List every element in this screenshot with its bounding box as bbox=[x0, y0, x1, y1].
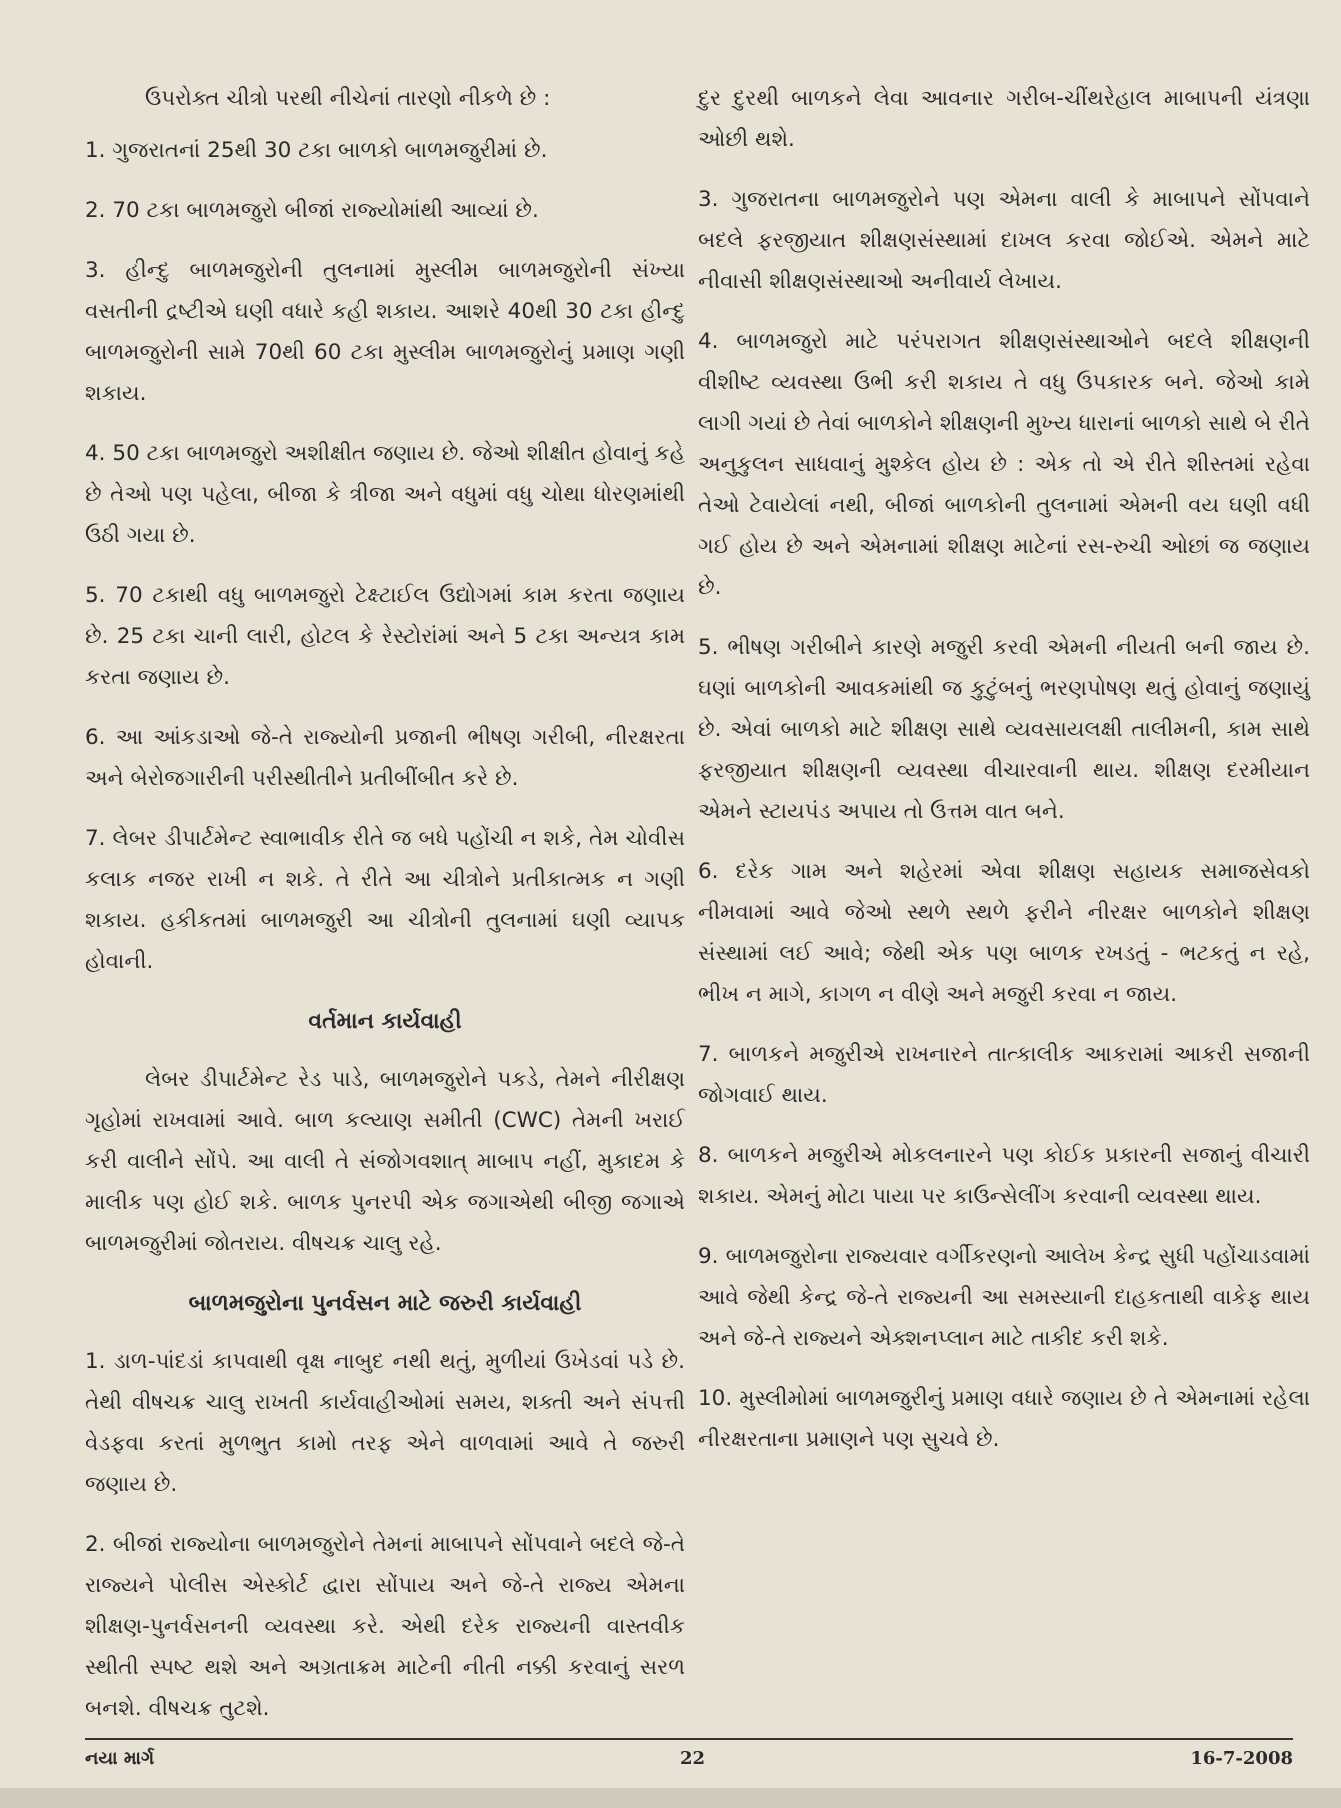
right-column bbox=[698, 78, 1310, 1479]
rehab-item: 5. ભીષણ ગરીબીને કારણે મજુરી કરવી એમની નીયતી બની જાય છે. ઘણાં બાળકોની આવકમાંથી જ કુટુંબનું ભરણપોષણ થતું હોવાનું જણાયું છે. એવાં બાળકો માટે શીક્ષણ સાથે વ્યવસાયલક્ષી તાલીમની, કામ સાથે ફરજીયાત શીક્ષણની વ્યવસ્થા વીચારવાની થાય. શીક્ષણ દરમીયાન એમને સ્ટાયપંડ અપાય તો ઉત્તમ વાત બને. bbox=[698, 635, 1310, 824]
finding-item: 4. 50 ટકા બાળમજુરો અશીક્ષીત જણાય છે. જેઓ શીક્ષીત હોવાનું કહે છે તેઓ પણ પહેલા, બીજા કે ત્રીજા અને વધુમાં વધુ ચોથા ધોરણમાંથી ઉઠી ગયા છે. bbox=[85, 441, 685, 548]
rehab-item: 9. બાળમજુરોના રાજ્યવાર વર્ગીકરણનો આલેખ કેન્દ્ર સુધી પહોંચાડવામાં આવે જેથી કેન્દ્ર જે-તે રાજ્યની આ સમસ્યાની દાહકતાથી વાકેફ થાય અને જે-તે રાજ્યને એક્શનપ્લાન માટે તાકીદ કરી શકે. bbox=[698, 1244, 1310, 1351]
rehab-item: 3. ગુજરાતના બાળમજુરોને પણ એમના વાલી કે માબાપને સોંપવાને બદલે ફરજીયાત શીક્ષણસંસ્થામાં દાખલ કરવા જોઈએ. એમને માટે નીવાસી શીક્ષણસંસ્થાઓ અનીવાર્ય લેખાય. bbox=[698, 187, 1310, 294]
issue-date: 16-7-2008 bbox=[1190, 1748, 1293, 1769]
section-paragraph: લેબર ડીપાર્ટમેન્ટ રેડ પાડે, બાળમજુરોને પકડે, તેમને નીરીક્ષણ ગૃહોમાં રાખવામાં આવે. બાળ કલ્યાણ સમીતી (CWC) તેમની ખરાઈ કરી વાલીને સોંપે. આ વાલી તે સંજોગવશાત્ માબાપ નહીં, મુકાદમ કે માલીક પણ હોઈ શકે. બાળક પુનરપી એક જગાએથી બીજી જગાએ બાળમજુરીમાં જોતરાય. વીષચક્ર ચાલુ રહે. bbox=[85, 1067, 685, 1256]
magazine-name: નયા માર્ગ bbox=[85, 1748, 155, 1769]
section-heading-rehabilitation: બાળમજુરોના પુનર્વસન માટે જરુરી કાર્યવાહી bbox=[188, 1291, 582, 1316]
finding-item: 7. લેબર ડીપાર્ટમેન્ટ સ્વાભાવીક રીતે જ બધે પહોંચી ન શકે, તેમ ચોવીસ કલાક નજર રાખી ન શકે. તે રીતે આ ચીત્રોને પ્રતીકાત્મક ન ગણી શકાય. હકીકતમાં બાળમજુરી આ ચીત્રોની તુલનામાં ઘણી વ્યાપક હોવાની. bbox=[85, 826, 685, 974]
rehab-item: 7. બાળકને મજુરીએ રાખનારને તાત્કાલીક આકરામાં આકરી સજાની જોગવાઈ થાય. bbox=[698, 1042, 1310, 1108]
finding-item: 6. આ આંકડાઓ જે-તે રાજ્યોની પ્રજાની ભીષણ ગરીબી, નીરક્ષરતા અને બેરોજગારીની પરીસ્થીતીને પ્રતીબીંબીત કરે છે. bbox=[85, 725, 685, 791]
section-heading-current-action: વર્તમાન કાર્યવાહી bbox=[308, 1009, 462, 1034]
rehab-item: 10. મુસ્લીમોમાં બાળમજુરીનું પ્રમાણ વધારે જણાય છે તે એમનામાં રહેલા નીરક્ષરતાના પ્રમાણને પણ સુચવે છે. bbox=[698, 1386, 1310, 1452]
rehab-item: 1. ડાળ-પાંદડાં કાપવાથી વૃક્ષ નાબુદ નથી થતું, મુળીયાં ઉખેડવાં પડે છે. તેથી વીષચક્ર ચાલુ રાખતી કાર્યવાહીઓમાં સમય, શક્તી અને સંપત્તી વેડફવા કરતાં મુળભુત કામો તરફ એને વાળવામાં આવે તે જરુરી જણાય છે. bbox=[85, 1349, 685, 1497]
rehab-item: 8. બાળકને મજુરીએ મોકલનારને પણ કોઈક પ્રકારની સજાનું વીચારી શકાય. એમનું મોટા પાયા પર કાઉન્સેલીંગ કરવાની વ્યવસ્થા થાય. bbox=[698, 1143, 1310, 1209]
finding-item: 1. ગુજરાતનાં 25થી 30 ટકા બાળકો બાળમજુરીમાં છે. bbox=[85, 138, 548, 163]
finding-item: 5. 70 ટકાથી વધુ બાળમજુરો ટેક્ષ્ટાઈલ ઉદ્યોગમાં કામ કરતા જણાય છે. 25 ટકા ચાની લારી, હોટલ કે રેસ્ટોરાંમાં અને 5 ટકા અન્યત્ર કામ કરતા જણાય છે. bbox=[85, 583, 685, 690]
continuation-text: દુર દુરથી બાળકને લેવા આવનાર ગરીબ-ચીંથરેહાલ માબાપની યંત્રણા ઓછી થશે. bbox=[698, 86, 1310, 152]
intro-text: ઉપરોક્ત ચીત્રો પરથી નીચેનાં તારણો નીકળે છે : bbox=[145, 86, 551, 111]
finding-item: 2. 70 ટકા બાળમજુરો બીજાં રાજ્યોમાંથી આવ્યાં છે. bbox=[85, 198, 539, 223]
rehab-item: 6. દરેક ગામ અને શહેરમાં એવા શીક્ષણ સહાયક સમાજસેવકો નીમવામાં આવે જેઓ સ્થળે સ્થળે ફરીને નીરક્ષર બાળકોને શીક્ષણ સંસ્થામાં લઈ આવે; જેથી એક પણ બાળક રખડતું - ભટકતું ન રહે, ભીખ ન માગે, કાગળ ન વીણે અને મજુરી કરવા ન જાય. bbox=[698, 859, 1310, 1007]
rehab-item: 2. બીજાં રાજ્યોના બાળમજુરોને તેમનાં માબાપને સોંપવાને બદલે જે-તે રાજ્યને પોલીસ એસ્કોર્ટ દ્વારા સોંપાય અને જે-તે રાજ્ય એમના શીક્ષણ-પુનર્વસનની વ્યવસ્થા કરે. એથી દરેક રાજ્યની વાસ્તવીક સ્થીતી સ્પષ્ટ થશે અને અગ્રતાક્રમ માટેની નીતી નક્કી કરવાનું સરળ બનશે. વીષચક્ર તુટશે. bbox=[85, 1532, 685, 1721]
page-bottom-edge bbox=[0, 1788, 1341, 1808]
page-number: 22 bbox=[680, 1748, 706, 1769]
rehab-item: 4. બાળમજુરો માટે પરંપરાગત શીક્ષણસંસ્થાઓને બદલે શીક્ષણની વીશીષ્ટ વ્યવસ્થા ઉભી કરી શકાય તે વધુ ઉપકારક બને. જેઓ કામે લાગી ગયાં છે તેવાં બાળકોને શીક્ષણની મુખ્ય ધારાનાં બાળકો સાથે બે રીતે અનુકુલન સાધવાનું મુશ્કેલ હોય છે : એક તો એ રીતે શીસ્તમાં રહેવા તેઓ ટેવાયેલાં નથી, બીજાં બાળકોની તુલનામાં એમની વય ઘણી વધી ગઈ હોય છે અને એમનામાં શીક્ષણ માટેનાં રસ-રુચી ઓછાં જ જણાય છે. bbox=[698, 329, 1310, 600]
finding-item: 3. હીન્દુ બાળમજુરોની તુલનામાં મુસ્લીમ બાળમજુરોની સંખ્યા વસતીની દ્રષ્ટીએ ઘણી વધારે કહી શકાય. આશરે 40થી 30 ટકા હીન્દુ બાળમજુરોની સામે 70થી 60 ટકા મુસ્લીમ બાળમજુરોનું પ્રમાણ ગણી શકાય. bbox=[85, 258, 685, 406]
left-column bbox=[85, 78, 685, 1748]
page-footer bbox=[85, 1738, 1293, 1769]
